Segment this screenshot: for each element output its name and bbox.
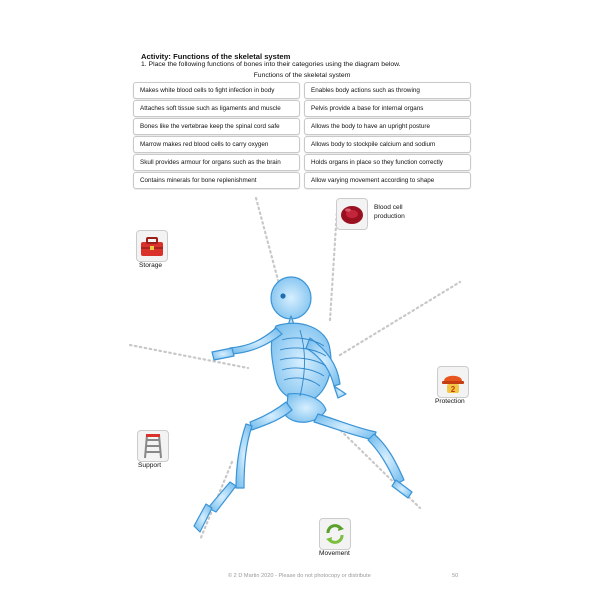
page-number: 50	[452, 573, 459, 579]
recycle-arrows-icon	[319, 518, 351, 550]
function-card[interactable]: Enables body actions such as throwing	[304, 82, 471, 99]
toolbox-icon	[136, 230, 168, 262]
blood-cell-icon	[336, 198, 368, 230]
skull	[271, 277, 311, 319]
function-card[interactable]: Pelvis provide a base for internal organs	[304, 100, 471, 117]
hard-hat-icon	[437, 366, 469, 398]
function-card[interactable]: Makes white blood cells to fight infection in body	[133, 82, 300, 99]
function-card[interactable]: Attaches soft tissue such as ligaments and muscle	[133, 100, 300, 117]
activity-heading: Activity: Functions of the skeletal system	[141, 52, 291, 61]
category-label-support: Support	[138, 462, 162, 469]
svg-text:2: 2	[450, 385, 456, 394]
function-card[interactable]: Skull provides armour for organs such as the brain	[133, 154, 300, 171]
function-card[interactable]: Bones like the vertebrae keep the spinal cord safe	[133, 118, 300, 135]
copyright-text: © 2 D Martin 2020 - Please do not photocopy or distribute	[228, 573, 371, 579]
instruction-text: 1. Place the following functions of bones into their categories using the diagram below.	[141, 61, 401, 68]
function-card[interactable]: Contains minerals for bone replenishment	[133, 172, 300, 189]
function-card[interactable]: Holds organs in place so they function correctly	[304, 154, 471, 171]
category-label-movement: Movement	[319, 550, 350, 557]
category-label-protection: Protection	[435, 398, 465, 405]
function-card[interactable]: Allow varying movement according to shape	[304, 172, 471, 189]
function-card[interactable]: Allows body to stockpile calcium and sodium	[304, 136, 471, 153]
table-title: Functions of the skeletal system	[253, 72, 351, 79]
function-card[interactable]: Marrow makes red blood cells to carry oxygen	[133, 136, 300, 153]
category-label-blood: Blood cell production	[374, 204, 405, 220]
function-card[interactable]: Allows the body to have an upright posture	[304, 118, 471, 135]
ladder-icon	[137, 430, 169, 462]
category-label-storage: Storage	[139, 262, 163, 269]
